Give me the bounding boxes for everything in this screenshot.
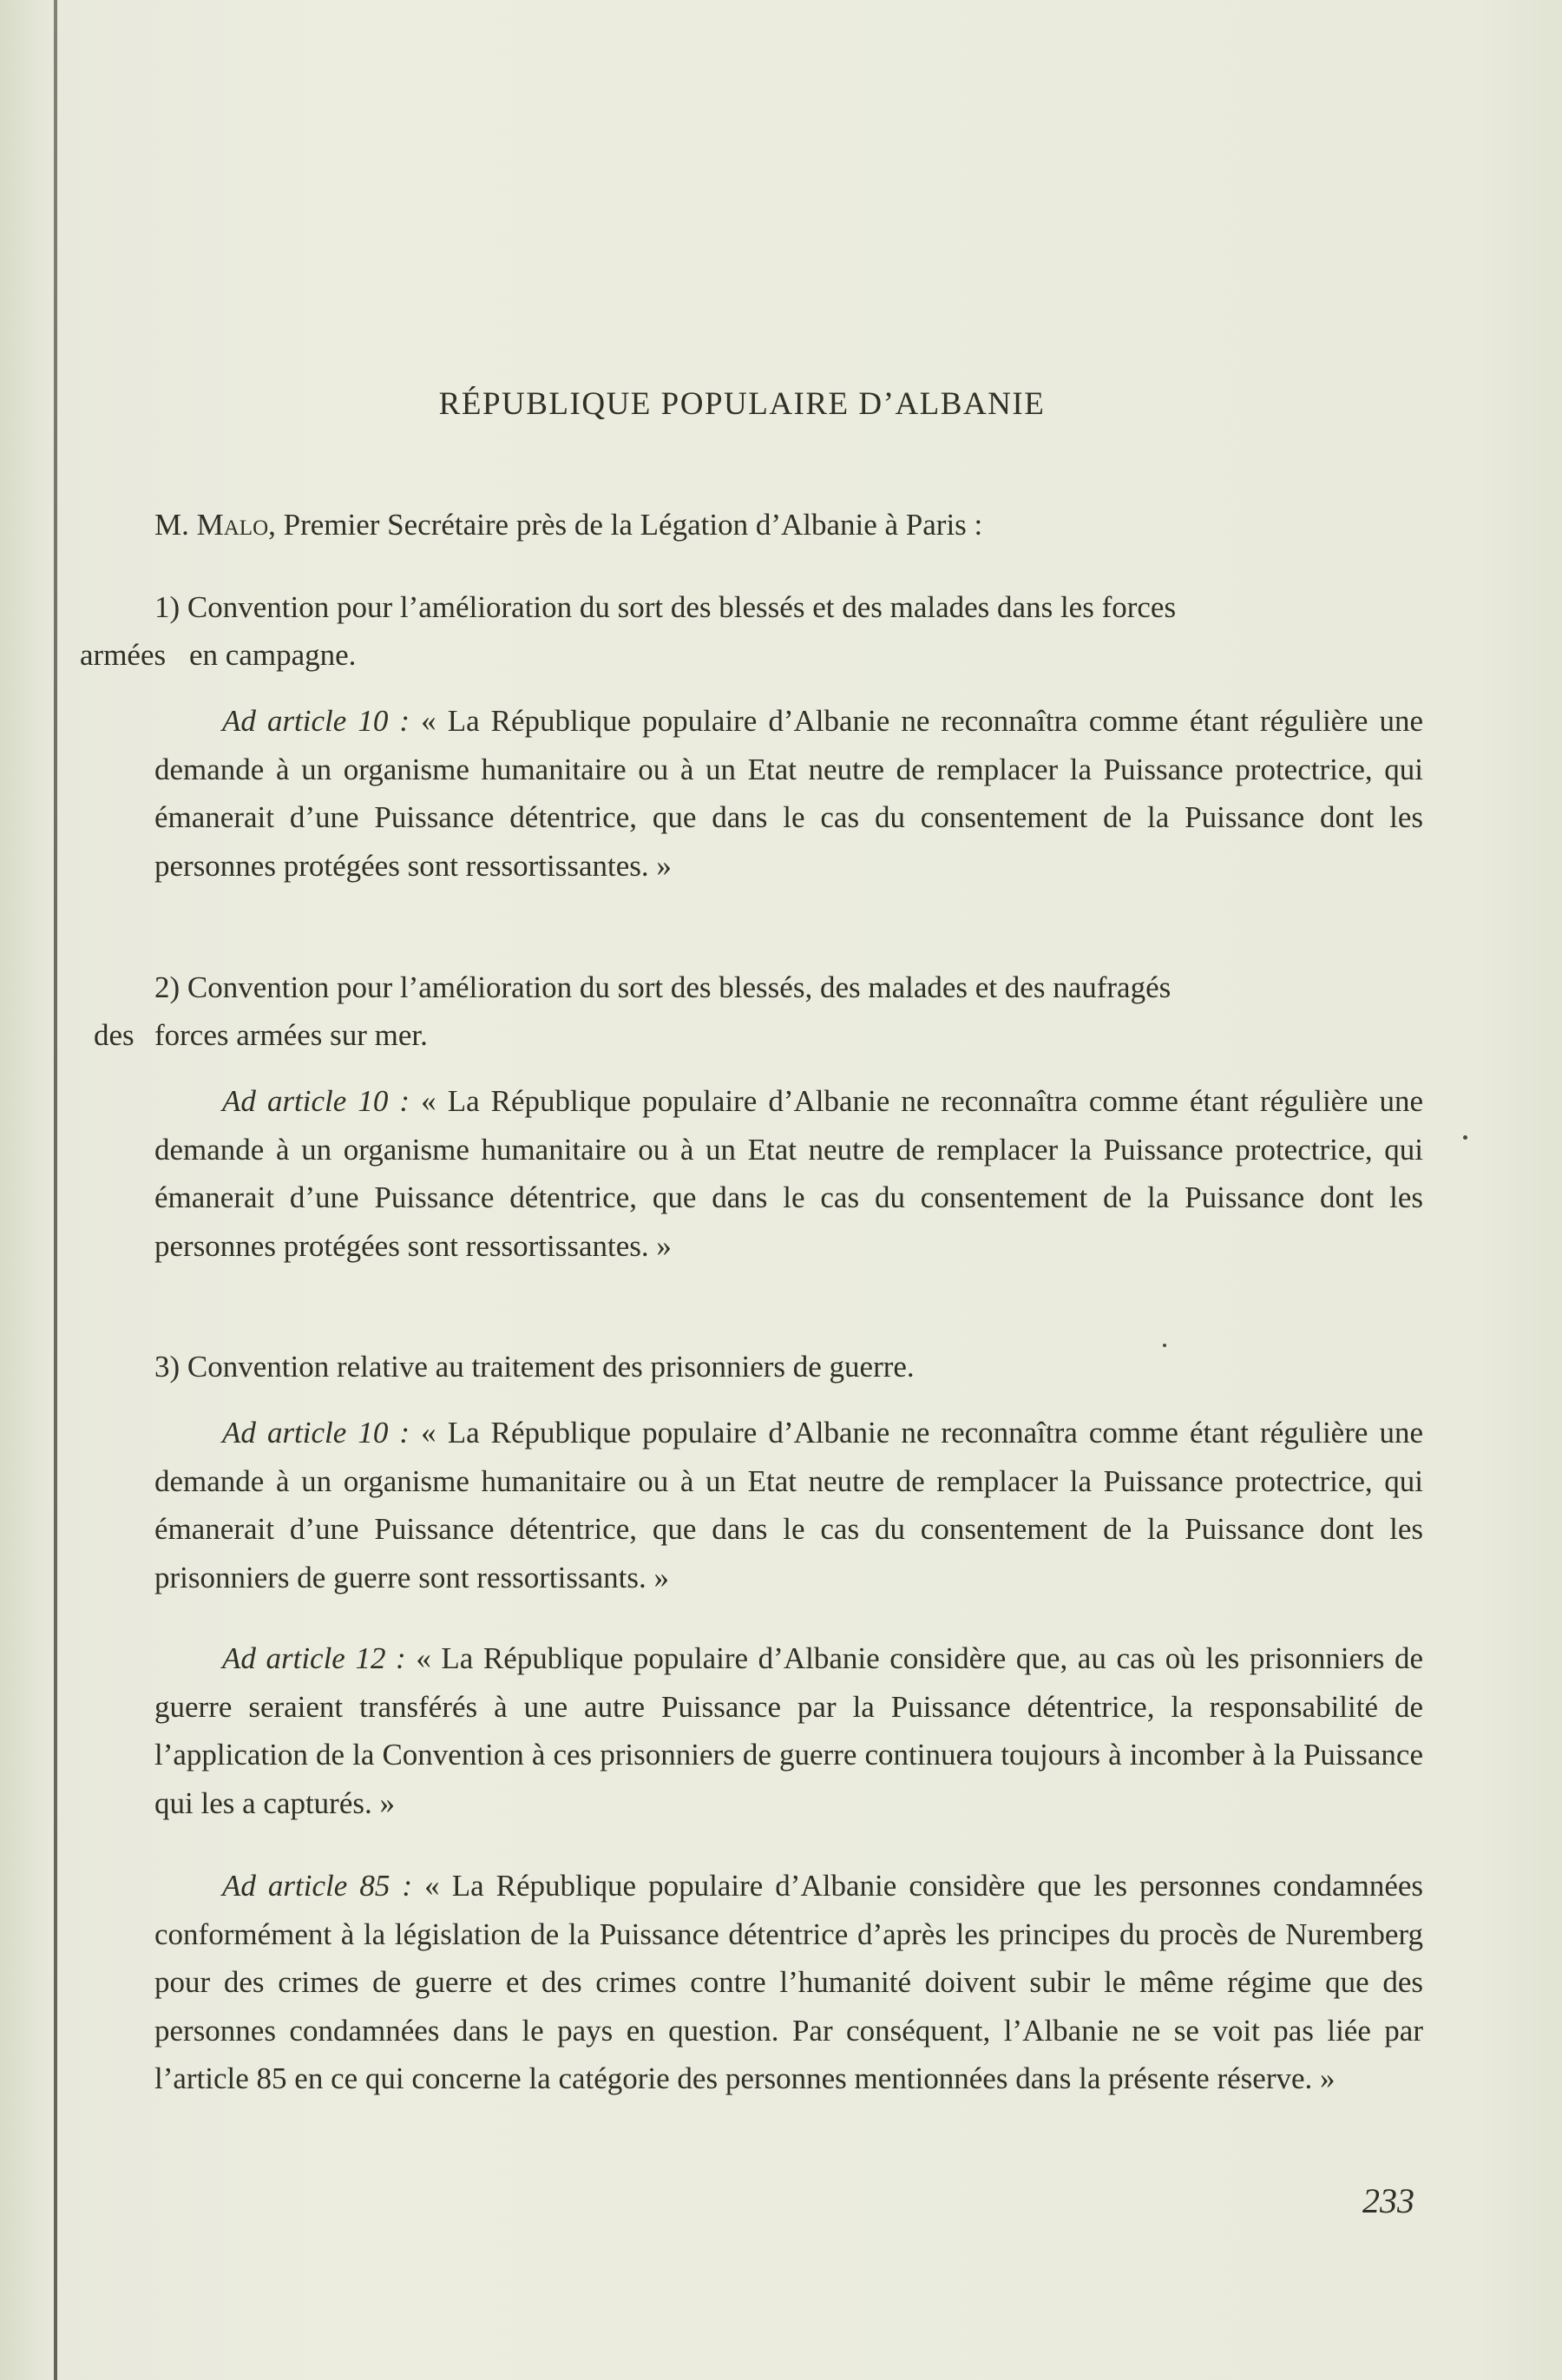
- convention-2-heading: 2) Convention pour l’amélioration du sort des blessés, des malades et des naufragés: [154, 970, 1172, 1004]
- reservation-3: [154, 1409, 1423, 1601]
- convention-2-margin-word: des: [94, 1018, 135, 1052]
- page-number: 233: [1362, 2181, 1414, 2220]
- speaker-prefix: M.: [154, 508, 189, 542]
- convention-1-margin-word: armées: [80, 638, 167, 672]
- speaker-name: Malo: [196, 508, 269, 542]
- reservation-text: « La République populaire d’Albanie ne reconnaîtra comme étant régulière une demande à un organisme humanitaire ou à un Etat neutre de remplacer la Puissance protectrice, qui émanerait d’une Puissance détentrice, que dans le cas du consentement de la Puissance dont les personnes protégées sont ressortissantes. »: [154, 1084, 1423, 1263]
- article-ref: Ad article 12 :: [222, 1641, 406, 1675]
- reservation-4: [154, 1634, 1423, 1827]
- convention-3-heading: 3) Convention relative au traitement des prisonniers de guerre.: [154, 1350, 915, 1384]
- convention-1-heading: 1) Convention pour l’amélioration du sort des blessés et des malades dans les forces: [154, 590, 1177, 624]
- speaker-role: , Premier Secrétaire près de la Légation d’Albanie à Paris :: [268, 508, 983, 542]
- article-ref: Ad article 10 :: [222, 1084, 410, 1118]
- reservation-text: « La République populaire d’Albanie considère que les personnes condamnées conformément à la législation de la Puissance détentrice d’après les principes du procès de Nuremberg pour des crimes de guerre et des crimes contre l’humanité doivent subir le même régime que des personnes condamnées dans le pays en question. Par conséquent, l’Albanie ne se voit pas liée par l’article 85 en ce qui concerne la catégorie des personnes mentionnées dans la présente réserve. »: [154, 1869, 1424, 2095]
- speaker-line: [154, 508, 982, 542]
- reservation-text: « La République populaire d’Albanie considère que, au cas où les prisonniers de guerre seraient transférés à une autre Puissance par la Puissance détentrice, la responsabilité de l’application de la Convention à ces prisonniers de guerre continuera toujours à incomber à la Puissance qui les a capturés. »: [154, 1641, 1423, 1820]
- article-ref: Ad article 85 :: [222, 1869, 413, 1903]
- reservation-text: « La République populaire d’Albanie ne reconnaîtra comme étant régulière une demande à un organisme humanitaire ou à un Etat neutre de remplacer la Puissance protectrice, qui émanerait d’une Puissance détentrice, que dans le cas du consentement de la Puissance dont les personnes protégées sont ressortissantes. »: [154, 704, 1423, 883]
- reservation-text: « La République populaire d’Albanie ne reconnaîtra comme étant régulière une demande à un organisme humanitaire ou à un Etat neutre de remplacer la Puissance protectrice, qui émanerait d’une Puissance détentrice, que dans le cas du consentement de la Puissance dont les prisonniers de guerre sont ressortissants. »: [154, 1416, 1423, 1594]
- article-ref: Ad article 10 :: [222, 1416, 410, 1450]
- article-ref: Ad article 10 :: [222, 704, 410, 738]
- convention-1-heading-cont: en campagne.: [189, 638, 357, 672]
- reservation-5: [154, 1862, 1423, 2103]
- binding-gutter: [54, 0, 57, 2380]
- convention-2-heading-cont: forces armées sur mer.: [154, 1018, 428, 1052]
- ink-speck: [1463, 1135, 1467, 1140]
- reservation-1: [154, 697, 1423, 890]
- section-title: RÉPUBLIQUE POPULAIRE D’ALBANIE: [438, 386, 1046, 422]
- ink-speck: [1163, 1344, 1166, 1347]
- reservation-2: [154, 1077, 1423, 1270]
